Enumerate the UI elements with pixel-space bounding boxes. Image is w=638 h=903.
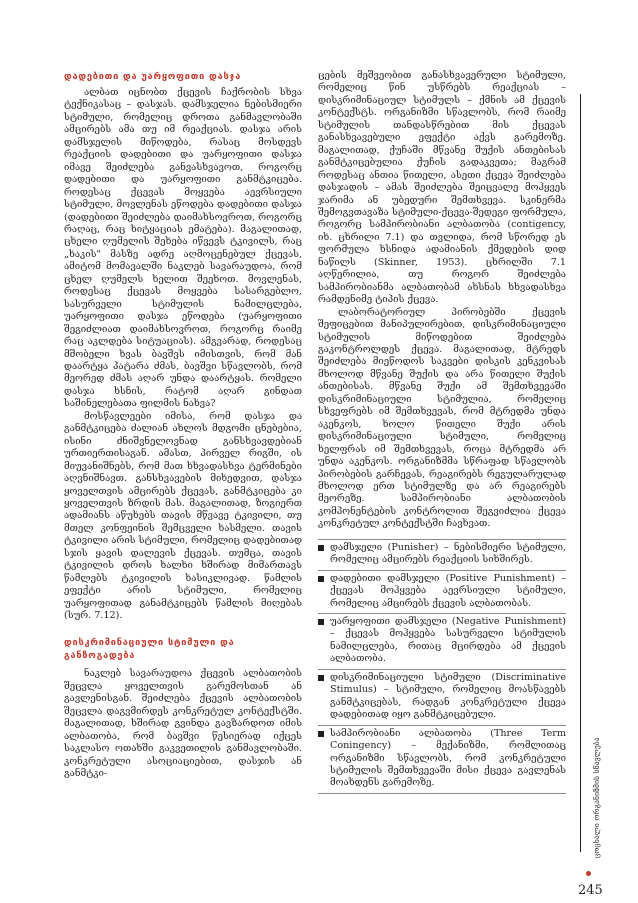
glossary-text: დისკრიმინაციული სტიმული (Discriminative Stimulus) – სტიმული, რომელიც მოასწავებს განმტკიცებას, რადგან კონკრეტული ქცევა დადებითად იყო განმტკიცებული. (330, 671, 566, 721)
section-heading-punishment: დადებითი და უარყოფითი დასჯა (64, 71, 242, 82)
glossary-item (318, 571, 566, 614)
glossary-text: დამსჯელი (Punisher) – ნებისმიერი სტიმული, რომელიც ამცირებს რეაქციის სიხშირეს. (330, 541, 566, 566)
right-column (318, 70, 566, 794)
square-bullet-icon (318, 576, 324, 582)
page-number: 245 (578, 883, 603, 898)
glossary-item (318, 670, 566, 726)
square-bullet-icon (318, 545, 324, 551)
glossary-item (318, 726, 566, 794)
paragraph: მოსწავლეები იმისა, რომ დასჯა და განმტკიცება ძალიან ახლოს მდგომი ცნებებია, ისინი ძნიშვნელოვნად განსხვავდებიან ურთიერთისაგან. ამასთ, პირველ რიგში, ის მიუვანიშნებს, რომ მათ ხხვადასხვა ტერმინები აღვნიშნავთ. განსხვავების მიხედვით, დასჯა ყოველთვის ამცირებს ქცევას, განმტკიცება კი ყოველთვის ზრდის მას. მაგალითად, ზოგიერთ ადამიანს აწუხებს თავის მწვავე ტკივილი, თუ მთელ კონფეინის შემცველი ხასმელი. თავის ტკივილი არის სტიმული, რომელიც დადებითად სჯის ყავის დალევის ქცევას. თუმცა, თავის ტკივილის დროს ხალხი ხშირად მიმართავს წამლებს ტკივილის ხასიკლივად. წამლის ეფექტი არის სტიმული, რომელიც უარყოფითად განამტკიცებს წამლის მიღებას (სურ. 7.12). (64, 410, 302, 622)
glossary-text: სამპირობიანი ალბათობა (Three Term Coningency) – მექანიზმი, რომლითაც ორგანიზმი სწავლობს, რომ კონკრეტული სტიმულის შემთხვევაში მისი ქცევა გავლენას მოახდენს გარემოზე. (330, 727, 566, 789)
glossary-item (318, 614, 566, 670)
section-heading-discriminative-stimulus: დისკრიმინაციული სტიმული და განზოგადება (64, 637, 235, 662)
paragraph: ალბათ იცნობთ ქცევის ჩაქრობის სხვა ტექნიკასაც – დასჯას. დამსჯელია ნებისმიერი სტიმული, რომელიც დროთა განმავლობაში ამცირებს ამა თუ იმ რეაქციას. დასჯა არის დამსჯელის მიწოდება, რასაც მოსდევს რეაქციის დადებითი და უარყოფითი დასჯა იმავე შეიძლება განვასხვავოთ, როგორც დადებითი და უარყოფითი განმტკიცება. როდესაც ქცევას მოყვება აევრსიული სტიმული, მოვლენას ეწოდება დადებითი დასჯა (დადებითი შეიძლება დაიმახსოვროთ, როგორც რაღაც, რაც ხიტყაციას ემატება). მაგალითად, ცხელი ღუმელის შეხება იწვევს ტკივილს, რაც „ხაკის" მასზე ადრე აღმოცენებულ ქცევას, ამიტომ მომავალში ნაკლებ სავარაუდოა, რომ ცხელ ღუმელს ხელით შეეხოთ. მოვლენას, როდესაც ქცევას მოყვება სასარგებლო, სასურველი სტიმულის ნამილცლება, უარყოფითი დასჯა ეწოდება (უარყოფითი შეგიძლიათ დაიმახსოვროთ, როგორც რაიმე რაც აკლდება სიტუაციას). ამგვარად, როდესაც მშობელი ხვას ბავშვს იმისთვის, რომ მან დაარტყა პატარა ძმას, ბავშვი სწავლობს, რომ მეორედ ძმას აღარ უნდა დაარტყას. რომელი დასჯა ხსნის, რატომ აღარ გინდათ საშინელებათა ფილმის ნახვა? (64, 87, 302, 410)
bullet-dot-icon (586, 871, 591, 876)
square-bullet-icon (318, 731, 324, 737)
paragraph: ნაკლებ სავარაუდოა ქცევის ალბათობის შეცვლა ყოველთვის გარემოსთან ან გავლენისგან. შეიძლება ქცევის ალბათობის შეცვლა დაგვმირდეს კონკრეტულ კონტექსტში. მაგალითად, ხშირად გვინდა გავზარდოთ იმის ალბათობა, რომ ბავშვი წესიერად იქცეს საკლასო ოთახში გაკვეთილის განმავლობაში. კონკრეტული ასოციაციებით, დასჯის ან განმტკი- (64, 668, 302, 780)
square-bullet-icon (318, 675, 324, 681)
glossary-box (318, 539, 566, 794)
paragraph: ლაბორატორიულ პირობებში ქცევის შეფიცებით მანიპულირებით, დისკრიმინაციული სტიმულის მიწოდებით შეიძლება გაკონტროლდეს ქცევა. მაგალითად, მტრედს შეიძლება მიეწოდოს საკვები დისკის კენკვისას მხოლოდ მწვანე შუქის და არა წითელი შუქის ანთებისას. მწვანე შუქი ამ შემთხვევაში დისკრიმინაციული სტიმულია, რომელიც სხვეფრებს იმ შემთხვევას, რომ მტრედმა უნდა აკენკოს, ხოლო წითელი შუქი არის დისკრიმინაციული სტიმული, რომელიც ხელფრას იმ შემთხვევას, როცა მტრედმა არ უნდა აკენკოს. ორგანიზმმა სწრაფად სწავლობს პირობების გარჩევას, რეაგირებს რეგულარულად მხოლოდ ერთ სტიმულზე და არ რეაგირებს მეორეზე. სამპირობიანი ალბათობის კომპონენტების კონტროლით შეგვიძლია ქცევა კონკრეტულ კონტექსტში ჩავხვათ. (318, 306, 566, 530)
square-bullet-icon (318, 619, 324, 625)
glossary-text: უარყოფითი დამსჯელი (Negative Punishment) – ქცევას მოჰყვება სასურველი სტიმულის ნამილცლება, რითაც მცირდება ამ ქცევის ალბათობა. (330, 616, 566, 665)
glossary-item (318, 540, 566, 571)
glossary-text: დადებითი დამსჯელი (Positive Punishment) – ქცევას მოჰყვება აევრსიული სტიმული, რომელიც ამცირებს ქცევის ალბათობას. (330, 572, 566, 609)
left-column (64, 70, 302, 781)
running-title-text: ცოცხალი ორგანიზმის სწავლება (592, 737, 601, 858)
running-title (584, 737, 601, 858)
margin-divider (580, 94, 581, 852)
paragraph: ცების მეშვეობით განასხვავერული სტიმული, რომელიც წინ უსწრებს რეაქციას – დისკრიმინაციულ სტიმულს – ქმნის ამ ქცევის კონტექსტს. ორგანიზმი სწავლობს, რომ რაიმე სტიმულის თანდასწრებით მის ქცევას განასხვავებული ეფექტი აქვს გარემოზე. მაგალითად, ქუჩაში მწვანე შუქის ანთებისას განმტკიცებულია ქუჩის გადაკვეთა; მაგრამ როდესაც ანთია წითელი, ასეთი ქცევა შეიძლება დასჯადის – ამას შეიძლება შეიცვალე მოჰყვეს ჯარიმა ან უბედური შემთხვევა. სკინერმა შემოგვთავაზა სტიმული-ქცევა-შედეგი ფორმულა, როგორც სამპირობიანი ალბათობა (contigency, იხ. ცხრილი 7.1) და თვლიდა, რომ სწორედ ეს ფორმულა ხსნიდა ადამიანის ქმედების დიდ ნაწილს (Skinner, 1953). ცხრილში 7.1 აღწერილია, თუ როგორ შეიძლება სამპირობიანმა ალბათობამ ახსნას ხხვადასხვა რამდენიმე ტიპის ქცევა. (318, 70, 566, 306)
